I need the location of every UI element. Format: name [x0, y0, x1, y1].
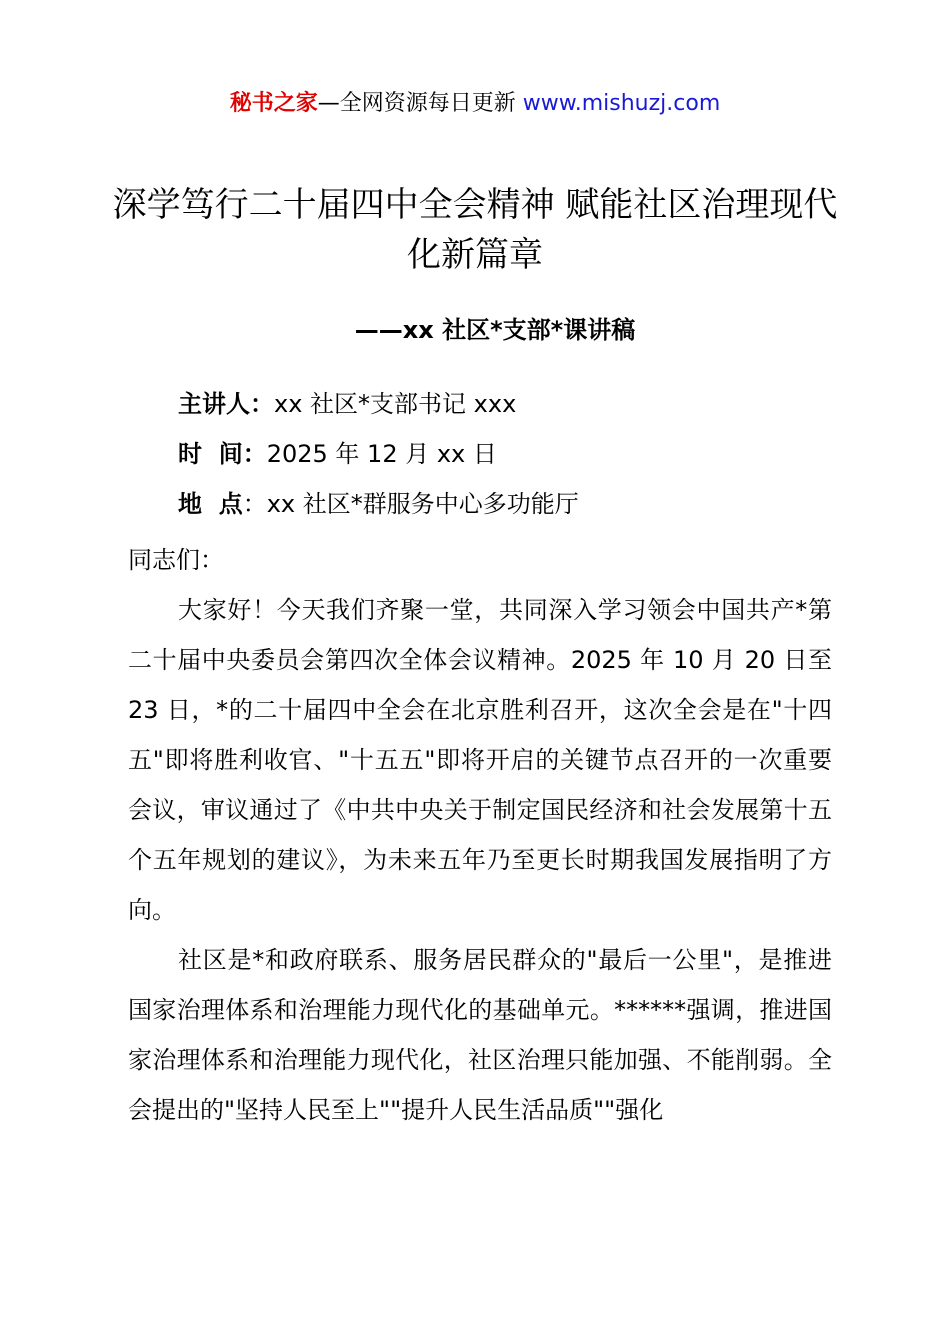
meta-time-value: 2025 年 12 月 xx 日	[266, 440, 497, 468]
site-header	[0, 88, 950, 120]
meta-place	[178, 486, 579, 522]
site-brand: 秘书之家	[229, 91, 318, 116]
body-paragraph: 社区是*和政府联系、服务居民群众的"最后一公里"，是推进国家治理体系和治理能力现代化的基础单元。******强调，推进国家治理体系和治理能力现代化，社区治理只能加强、不能削弱。全会提出的"坚持人民至上""提升人民生活品质""强化	[128, 946, 832, 1124]
meta-speaker-value: xx 社区*支部书记 xxx	[274, 390, 517, 418]
meta-speaker-label: 主讲人：	[178, 390, 274, 418]
meta-place-label: 地 点	[178, 490, 243, 518]
site-url-link[interactable]: www.mishuzj.com	[522, 91, 721, 116]
meta-time-label: 时 间：	[178, 440, 267, 468]
document-subtitle: ——xx 社区*支部*课讲稿	[354, 316, 636, 344]
salutation: 同志们：	[128, 546, 224, 574]
document-title: 深学笃行二十届四中全会精神 赋能社区治理现代化新篇章	[112, 185, 838, 275]
meta-place-value: ：xx 社区*群服务中心多功能厅	[242, 490, 579, 518]
document-body	[128, 535, 832, 1135]
site-tagline: —全网资源每日更新	[317, 91, 516, 116]
meta-time	[178, 436, 497, 472]
meta-speaker	[178, 386, 516, 422]
body-paragraph: 大家好！今天我们齐聚一堂，共同深入学习领会中国共产*第二十届中央委员会第四次全体会议精神。2025 年 10 月 20 日至 23 日，*的二十届四中全会在北京胜利召开，这次全会是在"十四五"即将胜利收官、"十五五"即将开启的关键节点召开的一次重要会议，审议通过了《中共中央关于制定国民经济和社会发展第十五个五年规划的建议》，为未来五年乃至更长时期我国发展指明了方向。	[128, 596, 832, 924]
